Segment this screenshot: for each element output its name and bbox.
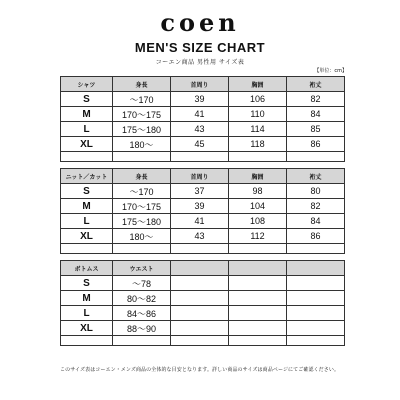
footnote <box>60 366 360 373</box>
table-row <box>61 229 345 244</box>
size-cell: XL <box>61 137 113 152</box>
table-cell <box>229 306 287 321</box>
size-cell: L <box>61 214 113 229</box>
table-cell: 〜170 <box>113 184 171 199</box>
table-cell: 80〜82 <box>113 291 171 306</box>
size-cell: M <box>61 107 113 122</box>
table-cell: 〜170 <box>113 92 171 107</box>
column-header: 首周り <box>171 169 229 184</box>
category-header: シャツ <box>61 77 113 92</box>
category-header: ボトムス <box>61 261 113 276</box>
table-cell <box>229 276 287 291</box>
table-cell: 104 <box>229 199 287 214</box>
table-row <box>61 92 345 107</box>
table-cell: 118 <box>229 137 287 152</box>
table-cell <box>287 291 345 306</box>
table-cell: 43 <box>171 229 229 244</box>
table-cell <box>171 306 229 321</box>
table-cell: 85 <box>287 122 345 137</box>
table-cell <box>229 291 287 306</box>
table-header-row <box>61 261 345 276</box>
footnote-text: このサイズ表はコーエン・メンズ商品の全体的な目安となります。詳しい商品のサイズは商品ページにてご確認ください。 <box>60 367 340 373</box>
table-cell <box>171 321 229 336</box>
size-cell: XL <box>61 229 113 244</box>
unit-label: 【単位：cm】 <box>314 68 347 74</box>
table-cell <box>287 321 345 336</box>
table-cell: 84〜86 <box>113 306 171 321</box>
table-cell <box>171 291 229 306</box>
category-header: ニット／カット <box>61 169 113 184</box>
column-header: 身長 <box>113 169 171 184</box>
table-cell: 175〜180 <box>113 122 171 137</box>
table-cell: 175〜180 <box>113 214 171 229</box>
blank-row <box>61 152 345 162</box>
table-cell: 〜78 <box>113 276 171 291</box>
table-cell: 112 <box>229 229 287 244</box>
table-row <box>61 199 345 214</box>
table-cell <box>287 276 345 291</box>
size-cell: S <box>61 184 113 199</box>
table-cell: 43 <box>171 122 229 137</box>
table-cell: 98 <box>229 184 287 199</box>
table-row <box>61 122 345 137</box>
table-cell: 80 <box>287 184 345 199</box>
table-cell: 41 <box>171 214 229 229</box>
table-row <box>61 184 345 199</box>
size-cell: S <box>61 92 113 107</box>
page-subtitle: コーエン商品 男性用 サイズ表 <box>155 59 245 66</box>
table-header-row <box>61 169 345 184</box>
table-row <box>61 276 345 291</box>
table-row <box>61 214 345 229</box>
bottoms-size-table <box>60 260 345 346</box>
table-cell: 110 <box>229 107 287 122</box>
column-header: 首周り <box>171 77 229 92</box>
table-cell: 108 <box>229 214 287 229</box>
table-cell: 39 <box>171 92 229 107</box>
shirt-size-table <box>60 76 345 162</box>
table-cell: 170〜175 <box>113 199 171 214</box>
column-header: 胸囲 <box>229 77 287 92</box>
table-cell: 82 <box>287 199 345 214</box>
table-cell: 114 <box>229 122 287 137</box>
table-cell: 41 <box>171 107 229 122</box>
table-cell: 106 <box>229 92 287 107</box>
column-header: 裄丈 <box>287 77 345 92</box>
column-header: 胸囲 <box>229 169 287 184</box>
column-header <box>171 261 229 276</box>
column-header <box>229 261 287 276</box>
size-cell: XL <box>61 321 113 336</box>
column-header: 裄丈 <box>287 169 345 184</box>
knit-size-table <box>60 168 345 254</box>
size-cell: L <box>61 122 113 137</box>
column-header: 身長 <box>113 77 171 92</box>
column-header: ウエスト <box>113 261 171 276</box>
table-cell: 86 <box>287 137 345 152</box>
table-cell: 84 <box>287 107 345 122</box>
table-cell: 180〜 <box>113 137 171 152</box>
blank-row <box>61 244 345 254</box>
table-cell: 84 <box>287 214 345 229</box>
size-cell: S <box>61 276 113 291</box>
table-header-row <box>61 77 345 92</box>
table-row <box>61 107 345 122</box>
size-cell: M <box>61 199 113 214</box>
table-cell: 45 <box>171 137 229 152</box>
table-cell: 88〜90 <box>113 321 171 336</box>
table-row <box>61 291 345 306</box>
table-cell: 37 <box>171 184 229 199</box>
table-cell: 86 <box>287 229 345 244</box>
table-cell <box>229 321 287 336</box>
table-cell <box>287 306 345 321</box>
table-cell: 82 <box>287 92 345 107</box>
column-header <box>287 261 345 276</box>
table-cell: 39 <box>171 199 229 214</box>
size-cell: L <box>61 306 113 321</box>
table-cell: 180〜 <box>113 229 171 244</box>
table-row <box>61 137 345 152</box>
table-cell: 170〜175 <box>113 107 171 122</box>
table-row <box>61 306 345 321</box>
size-cell: M <box>61 291 113 306</box>
blank-row <box>61 336 345 346</box>
table-cell <box>171 276 229 291</box>
table-row <box>61 321 345 336</box>
page-title: MEN'S SIZE CHART <box>134 40 266 55</box>
brand-logo: coen <box>160 8 240 37</box>
